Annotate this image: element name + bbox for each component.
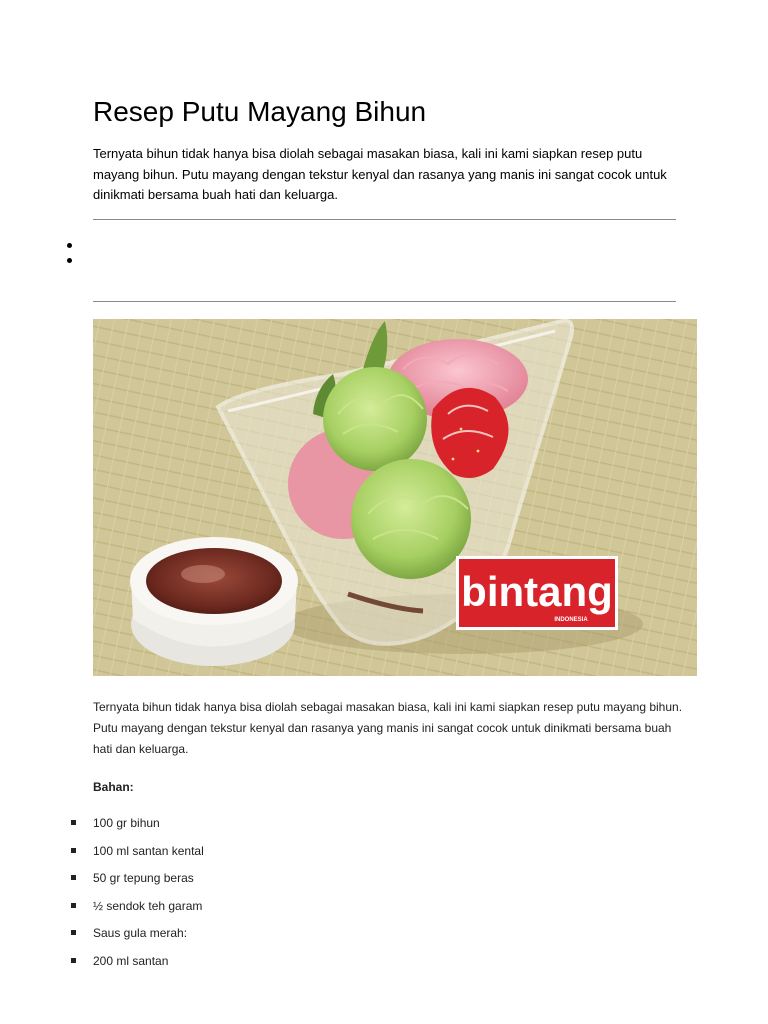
square-bullet-icon [71,930,76,935]
ingredient-text: 50 gr tepung beras [93,871,194,886]
square-bullet-icon [71,848,76,853]
empty-bullet-list [67,243,72,273]
ingredient-text: ½ sendok teh garam [93,898,203,913]
divider-top [93,219,676,220]
divider-bottom [93,301,676,302]
ingredient-text: Saus gula merah: [93,926,188,941]
ingredients-heading: Bahan: [93,780,134,794]
empty-bullet [67,258,72,263]
square-bullet-icon [71,875,76,880]
green-putu-mayang [323,367,427,471]
ingredient-text: 200 ml santan [93,953,169,968]
recipe-photo [93,319,697,676]
intro-paragraph: Ternyata bihun tidak hanya bisa diolah sebagai masakan biasa, kali ini kami siapkan resep putu mayang bihun. Putu mayang dengan tekstur kenyal dan rasanya yang manis ini sangat cocok untuk dinikmati bersama buah hati dan keluarga. [93,146,667,202]
green-putu-mayang-2 [351,459,471,579]
watermark-logo-sub: INDONESIA [554,617,588,623]
empty-bullet [67,243,72,248]
ingredient-text: 100 gr bihun [93,816,160,830]
square-bullet-icon [71,820,76,825]
page-title: Resep Putu Mayang Bihun [93,96,427,127]
ingredient-text: 100 ml santan kental [93,843,204,858]
square-bullet-icon [71,903,76,908]
watermark-logo-text: bintang [461,568,613,615]
body-paragraph: Ternyata bihun tidak hanya bisa diolah sebagai masakan biasa, kali ini kami siapkan resep putu mayang bihun. Putu mayang dengan tekstur kenyal dan rasanya yang manis ini sangat cocok untuk dinikmati bersama buah hati dan keluarga. [93,700,683,756]
square-bullet-icon [71,958,76,963]
bintang-watermark [456,556,618,630]
